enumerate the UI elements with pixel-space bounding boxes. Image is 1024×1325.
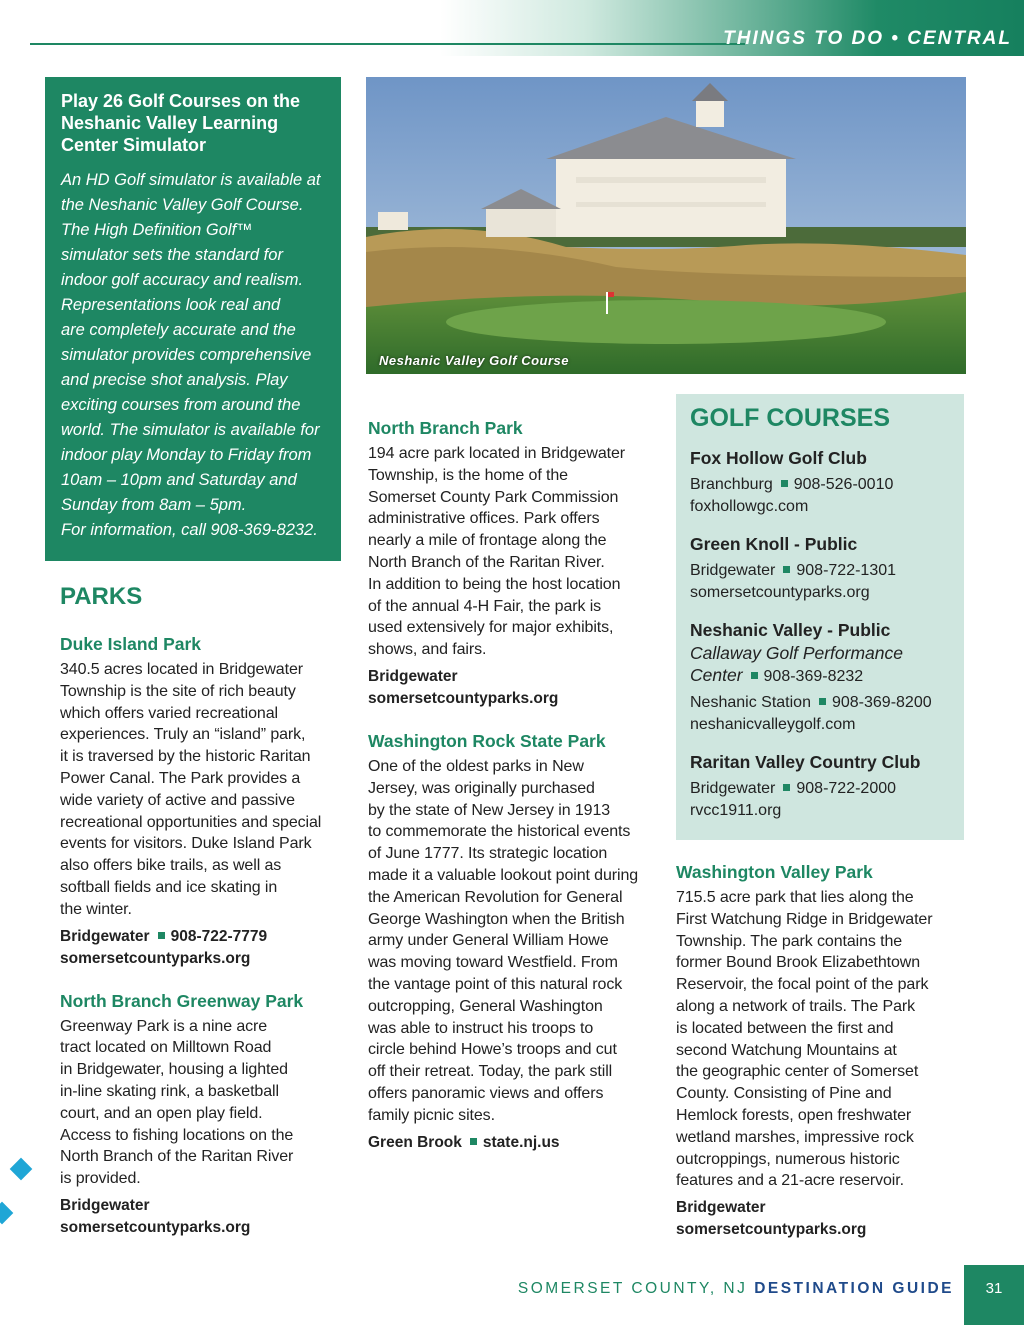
golf-club-link[interactable]: foxhollowgc.com <box>690 497 809 515</box>
north-branch-park-link[interactable]: somersetcountyparks.org <box>368 689 559 707</box>
footer-publication-title: SOMERSET COUNTY, NJ DESTINATION GUIDE <box>517 1280 954 1297</box>
golf-club-contact: Branchburg 908-526-0010 foxhollowgc.com <box>690 476 894 515</box>
callout-body: An HD Golf simulator is available at the Neshanic Valley Golf Course. The High Definition Golf™ simulator sets the standard for indoor golf accuracy and realism. Representations look real and are completely accurate and the simulator provides comprehensive and precise shot analysis. Play exciting courses from around the world. The simulator is available for indoor play Monday to Friday from 10am – 10pm and Saturday and Sunday from 8am – 5pm. For information, call 908-369-8232. <box>61 171 321 539</box>
north-branch-park-title: North Branch Park <box>368 418 523 438</box>
washington-valley-park-contact: Bridgewater somersetcountyparks.org <box>676 1199 867 1239</box>
golf-club-contact: Neshanic Station 908-369-8200 neshanicvalleygolf.com <box>690 694 932 733</box>
golf-club-link[interactable]: somersetcountyparks.org <box>690 583 870 601</box>
golf-club-name: Neshanic Valley - Public <box>690 620 891 640</box>
duke-island-park-link[interactable]: somersetcountyparks.org <box>60 949 251 967</box>
header-rule <box>30 43 745 45</box>
bullet-square-icon <box>781 480 788 487</box>
golf-courses-box <box>676 394 964 840</box>
washington-rock-state-park-contact: Green Brook state.nj.us <box>368 1133 560 1151</box>
bullet-square-icon <box>470 1138 477 1145</box>
golf-club-link[interactable]: rvcc1911.org <box>690 801 782 819</box>
callout-title: Play 26 Golf Courses on the Neshanic Valley Learning Center Simulator <box>61 91 301 155</box>
north-branch-greenway-park-contact: Bridgewater somersetcountyparks.org <box>60 1196 251 1236</box>
duke-island-park-contact: Bridgewater 908-722-7779 somersetcountyparks.org <box>60 927 268 967</box>
north-branch-park-description: 194 acre park located in Bridgewater Township, is the home of the Somerset County Park Commission administrative offices. Park offers nearly a mile of frontage along the North Branch of the Raritan River. In addition to being the host location of the annual 4-H Fair, the park is used extensively for major exhibits, shows, and fairs. <box>368 445 625 659</box>
parks-heading: PARKS <box>60 583 143 610</box>
photo-caption: Neshanic Valley Golf Course <box>379 353 570 368</box>
washington-valley-park-description: 715.5 acre park that lies along the First Watchung Ridge in Bridgewater Township. The park contains the former Bound Brook Elizabethtown Reservoir, the focal point of the park along a network of trails. The Park is located between the first and second Watchung Mountains at the geographic center of Somerset County. Consisting of Pine and Hemlock forests, open freshwater wetland marshes, impressive rock outcroppings, numerous historic features and a 21-acre reservoir. <box>676 889 933 1190</box>
north-branch-greenway-park-description: Greenway Park is a nine acre tract located on Milltown Road in Bridgewater, housing a lighted in-line skating rink, a basketball court, and an open play field. Access to fishing locations on the North Branch of the Raritan River is provided. <box>60 1017 294 1188</box>
golf-club-subtitle: Callaway Golf Performance Center 908-369-8232 <box>690 643 903 685</box>
bullet-square-icon <box>783 784 790 791</box>
washington-valley-park-link[interactable]: somersetcountyparks.org <box>676 1221 867 1239</box>
bullet-square-icon <box>783 566 790 573</box>
duke-island-park-title: Duke Island Park <box>60 634 202 654</box>
washington-rock-state-park-title: Washington Rock State Park <box>368 730 606 751</box>
parks-column-right <box>676 861 966 1241</box>
page-number: 31 <box>964 1265 1024 1325</box>
parks-column-middle <box>368 417 658 1154</box>
golf-club-contact: Bridgewater 908-722-1301 somersetcountyparks.org <box>690 562 897 601</box>
bullet-square-icon <box>819 698 826 705</box>
golf-club-name: Fox Hollow Golf Club <box>690 448 867 468</box>
washington-rock-state-park-link[interactable]: state.nj.us <box>482 1133 560 1151</box>
golf-courses-heading: GOLF COURSES <box>690 404 891 432</box>
golf-course-photo <box>366 77 966 374</box>
diamond-decoration-icon <box>0 1202 13 1225</box>
golf-club-name: Raritan Valley Country Club <box>690 752 921 772</box>
bullet-square-icon <box>751 672 758 679</box>
duke-island-park-description: 340.5 acres located in Bridgewater Township is the site of rich beauty which offers varied recreational experiences. Truly an “island” park, it is traversed by the historic Raritan Power Canal. The Park provides a wide variety of active and passive recreational opportunities and special events for visitors. Duke Island Park also offers bike trails, as well as softball fields and ice skating in the winter. <box>60 661 322 918</box>
parks-column-left <box>60 583 345 1239</box>
bullet-square-icon <box>158 932 165 939</box>
washington-valley-park-title: Washington Valley Park <box>676 862 873 882</box>
clubhouse-illustration <box>366 77 966 374</box>
golf-club-name: Green Knoll - Public <box>690 534 858 554</box>
simulator-callout <box>45 77 341 561</box>
golf-club-link[interactable]: neshanicvalleygolf.com <box>690 715 856 733</box>
diamond-decoration-icon <box>10 1158 33 1181</box>
golf-club-contact: Bridgewater 908-722-2000 rvcc1911.org <box>690 780 897 819</box>
north-branch-greenway-park-title: North Branch Greenway Park <box>60 990 304 1011</box>
section-title: THINGS TO DO • CENTRAL <box>723 28 1012 49</box>
north-branch-park-contact: Bridgewater somersetcountyparks.org <box>368 667 559 707</box>
washington-rock-state-park-description: One of the oldest parks in New Jersey, was originally purchased by the state of New Jersey in 1913 to commemorate the historical events of June 1777. Its strategic location made it a valuable lookout point during the American Revolution for General George Washington when the British army under General William Howe was moving toward Westfield. From the vantage point of this natural rock outcropping, General Washington was able to instruct his troops to circle behind Howe’s troops and cut off their retreat. Today, the park still offers panoramic views and offers family picnic sites. <box>368 757 639 1124</box>
north-branch-greenway-park-link[interactable]: somersetcountyparks.org <box>60 1218 251 1236</box>
